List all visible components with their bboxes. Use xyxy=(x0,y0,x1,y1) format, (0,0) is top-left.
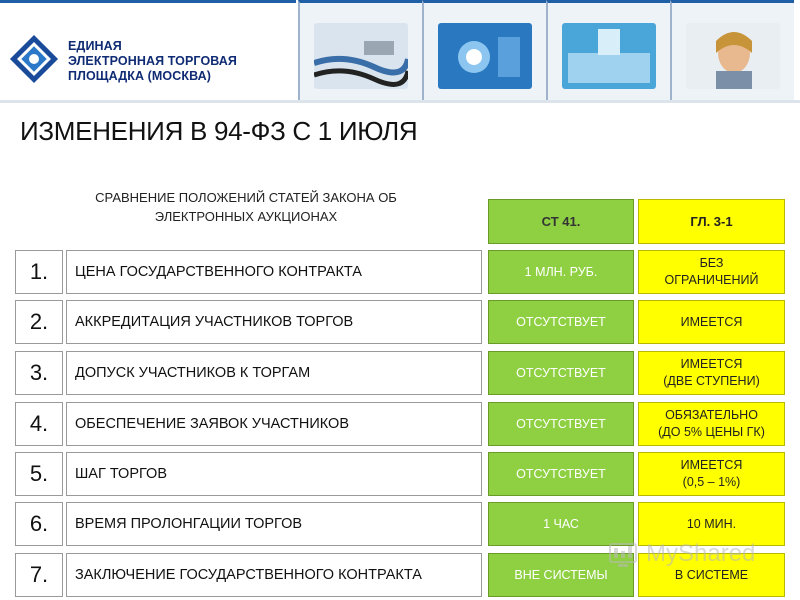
row-gl31-value: 10 МИН. xyxy=(638,502,785,546)
lab-equipment-image xyxy=(438,23,532,89)
logo-line-1: ЕДИНАЯ xyxy=(68,39,122,53)
logo-emblem-icon xyxy=(8,33,60,85)
row-label: ЗАКЛЮЧЕНИЕ ГОСУДАРСТВЕННОГО КОНТРАКТА xyxy=(66,553,482,597)
row-label: АККРЕДИТАЦИЯ УЧАСТНИКОВ ТОРГОВ xyxy=(66,300,482,344)
row-gl31-line-1: ИМЕЕТСЯ xyxy=(680,458,743,472)
header-photo-lab xyxy=(422,0,546,100)
table-subtitle: СРАВНЕНИЕ ПОЛОЖЕНИЙ СТАТЕЙ ЗАКОНА ОБ ЭЛЕКТРОННЫХ АУКЦИОНАХ xyxy=(95,190,397,224)
header-separator xyxy=(0,100,800,103)
row-number: 7. xyxy=(15,553,63,597)
row-st41-value: ОТСУТСТВУЕТ xyxy=(488,452,634,496)
row-gl31-line-2: (0,5 – 1%) xyxy=(682,475,741,489)
logo-text xyxy=(68,39,237,84)
row-gl31-value xyxy=(638,250,785,294)
header-photo-cables xyxy=(298,0,422,100)
row-gl31-line-2: (ДВЕ СТУПЕНИ) xyxy=(663,374,760,388)
row-gl31-line-2: (ДО 5% ЦЕНЫ ГК) xyxy=(658,425,765,439)
row-gl31-value: В СИСТЕМЕ xyxy=(638,553,785,597)
row-number: 5. xyxy=(15,452,63,496)
header-photo-woman-phone xyxy=(670,0,794,100)
watermark-logo-icon xyxy=(608,540,642,570)
row-gl31-line-1: ОБЯЗАТЕЛЬНО xyxy=(665,408,758,422)
row-gl31-value xyxy=(638,351,785,395)
watermark xyxy=(606,538,786,574)
row-gl31-value xyxy=(638,452,785,496)
column-header-st41: СТ 41. xyxy=(488,199,634,244)
row-gl31-line-2: ОГРАНИЧЕНИЙ xyxy=(664,273,759,287)
keyboard-image xyxy=(562,23,656,89)
row-number: 6. xyxy=(15,502,63,546)
logo-line-2: ЭЛЕКТРОННАЯ ТОРГОВАЯ xyxy=(68,54,237,68)
header-banner xyxy=(0,0,800,102)
row-gl31-line-1: ИМЕЕТСЯ xyxy=(680,357,743,371)
row-number: 2. xyxy=(15,300,63,344)
row-gl31-value xyxy=(638,402,785,446)
row-number: 3. xyxy=(15,351,63,395)
row-gl31-line-1: БЕЗ xyxy=(699,256,724,270)
row-st41-value: ВНЕ СИСТЕМЫ xyxy=(488,553,634,597)
row-label: ВРЕМЯ ПРОЛОНГАЦИИ ТОРГОВ xyxy=(66,502,482,546)
row-st41-value: 1 МЛН. РУБ. xyxy=(488,250,634,294)
row-st41-value: 1 ЧАС xyxy=(488,502,634,546)
watermark-text: MyShared xyxy=(646,540,756,567)
header-photo-keyboard xyxy=(546,0,670,100)
row-st41-value: ОТСУТСТВУЕТ xyxy=(488,402,634,446)
row-st41-value: ОТСУТСТВУЕТ xyxy=(488,351,634,395)
row-gl31-value: ИМЕЕТСЯ xyxy=(638,300,785,344)
row-number: 1. xyxy=(15,250,63,294)
row-label: ЦЕНА ГОСУДАРСТВЕННОГО КОНТРАКТА xyxy=(66,250,482,294)
woman-on-phone-image xyxy=(686,23,780,89)
row-label: ОБЕСПЕЧЕНИЕ ЗАЯВОК УЧАСТНИКОВ xyxy=(66,402,482,446)
row-st41-value: ОТСУТСТВУЕТ xyxy=(488,300,634,344)
page-title: ИЗМЕНЕНИЯ В 94-ФЗ С 1 ИЮЛЯ xyxy=(20,116,418,146)
row-label: ДОПУСК УЧАСТНИКОВ К ТОРГАМ xyxy=(66,351,482,395)
row-number: 4. xyxy=(15,402,63,446)
logo-block xyxy=(0,0,296,100)
column-header-gl31: ГЛ. 3-1 xyxy=(638,199,785,244)
logo-line-3: ПЛОЩАДКА (МОСКВА) xyxy=(68,69,211,83)
row-label: ШАГ ТОРГОВ xyxy=(66,452,482,496)
network-cables-image xyxy=(314,23,408,89)
